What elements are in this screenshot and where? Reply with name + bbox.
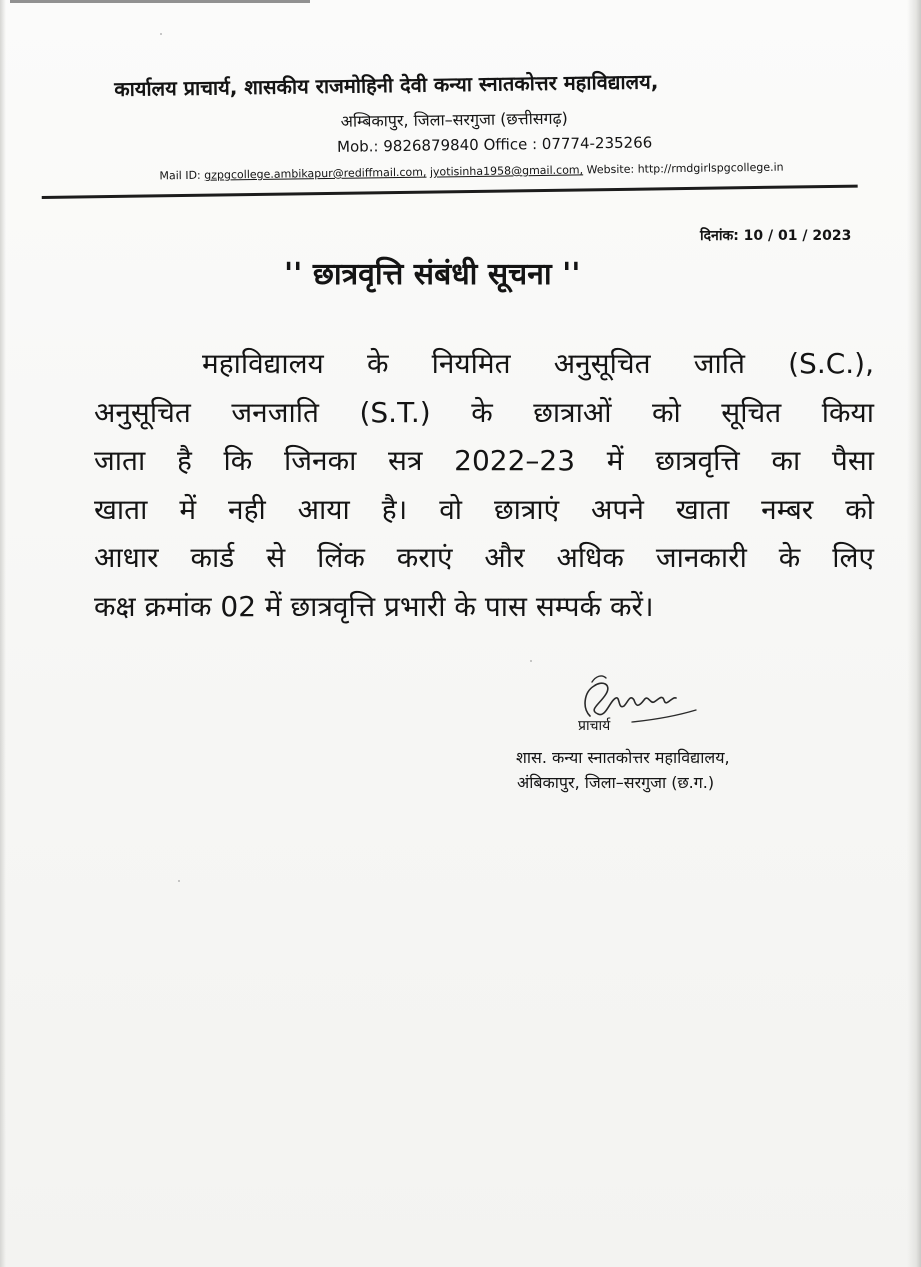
body-line: कक्ष क्रमांक 02 में छात्रवृत्ति प्रभारी के पास सम्पर्क करें। [94,589,654,623]
mail-label: Mail ID: [159,168,201,183]
letterhead-rule [42,185,858,199]
notice-body [94,340,874,631]
paper-speck [178,880,180,882]
email-secondary: jyotisinha1958@gmail.com, [429,163,584,179]
signatory-address: अंबिकापुर, जिला–सरगुजा (छ.ग.) [517,773,715,792]
page-right-edge [907,0,921,1267]
body-line: अनुसूचित जनजाति (S.T.) के छात्राओं को सूचित किया [94,395,874,429]
signatory-designation: प्राचार्य [578,718,611,734]
body-line: आधार कार्ड से लिंक कराएं और अधिक जानकारी के लिए [94,541,874,574]
page-left-edge [0,0,6,1267]
body-line: जाता है कि जिनका सत्र 2022–23 में छात्रवृत्ति का पैसा [94,444,874,477]
notice-title: '' छात्रवृत्ति संबंधी सूचना '' [284,257,581,292]
office-name: कार्यालय प्राचार्य, शासकीय राजमोहिनी देवी कन्या स्नातकोत्तर महाविद्यालय, [114,69,659,101]
signatory-institution: शास. कन्या स्नातकोत्तर महाविद्यालय, [516,748,730,767]
notice-date: दिनांक: 10 / 01 / 2023 [700,228,852,244]
paper-speck [160,33,162,35]
body-line: खाता में नही आया है। वो छात्राएं अपने खाता नम्बर को [94,492,874,526]
letterhead [40,61,860,183]
paper-speck [530,660,532,662]
office-city: अम्बिकापुर, जिला–सरगुजा (छत्तीसगढ़) [340,108,568,131]
email-primary: gzpgcollege.ambikapur@rediffmail.com, [204,165,427,182]
website: Website: http://rmdgirlspgcollege.in [586,160,784,177]
body-line: महाविद्यालय के नियमित अनुसूचित जाति (S.C.), [202,347,874,380]
top-edge-mark [10,0,310,9]
office-phone: Mob.: 9826879840 Office : 07774-235266 [336,133,653,156]
contact-line [159,161,783,183]
